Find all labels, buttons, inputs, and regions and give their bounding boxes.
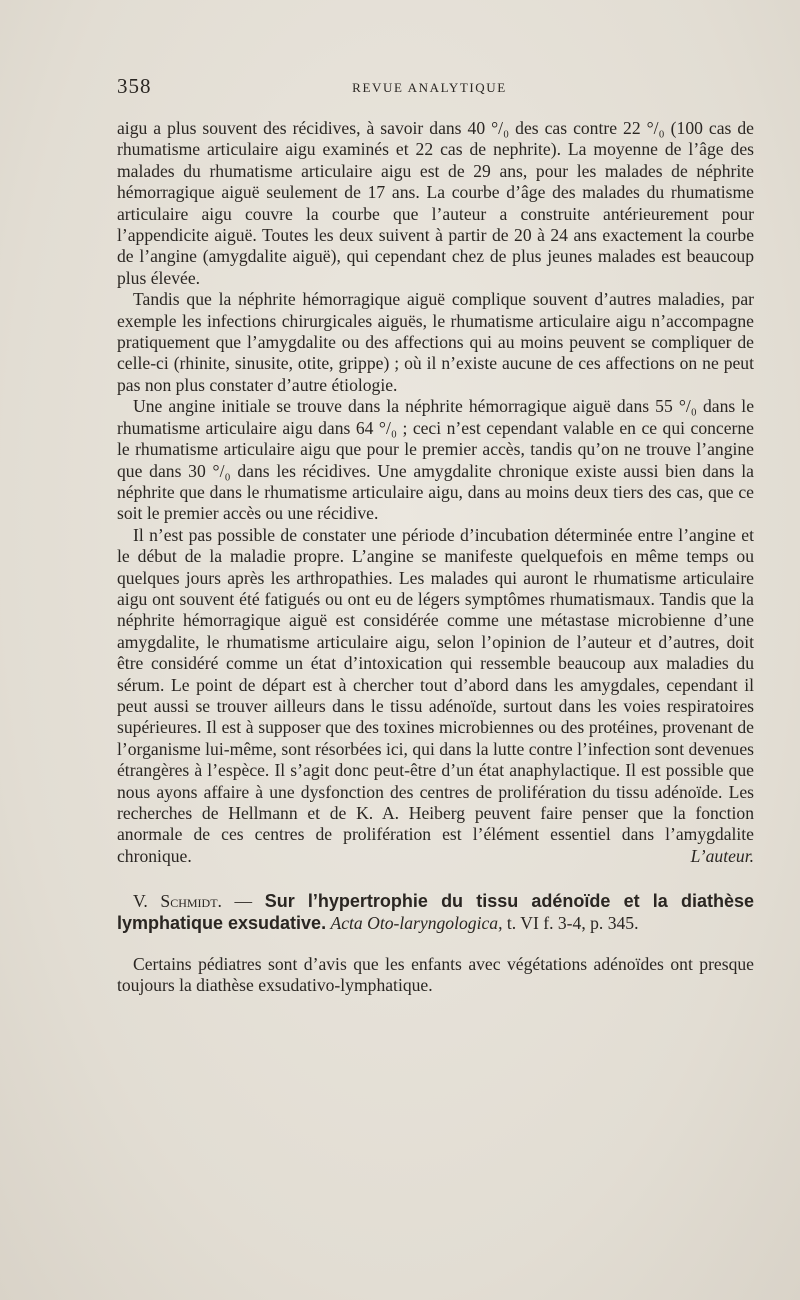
author-signature: L’auteur. xyxy=(690,845,754,866)
paragraph-4 xyxy=(117,525,754,868)
review-citation: t. VI f. 3-4, p. 345. xyxy=(502,912,639,933)
running-title: REVUE ANALYTIQUE xyxy=(352,80,507,95)
body-text xyxy=(117,118,754,997)
review-author: V. Schmidt. xyxy=(133,891,222,912)
paragraph-4-text: Il n’est pas possible de constater une période d’incubation déterminée entre l’angine et le début de la maladie propre. L’angine se manifeste quelquefois en même temps ou quelques jours après les arthropathies. Les malades qui auront le rhumatisme articulaire aigu ont souvent été fatigués ou ont eu de légers symptômes rhumatismaux. Tandis que la néphrite hémorragique aiguë est considérée comme une métastase microbienne d’une amygdalite, le rhumatisme articulaire aigu, selon l’opinion de l’auteur et d’autres, doit être considéré comme un état d’intoxication qui ressemble beaucoup aux maladies du sérum. Le point de départ est à chercher tout d’abord dans les amygdales, cependant il peut aussi se trouver ailleurs dans le tissu adénoïde, surtout dans les voies respiratoires supérieures. Il est à supposer que des toxines microbiennes ou des protéines, provenant de l’organisme lui-même, sont résorbées ici, qui dans la lutte contre l’infection sont devenues étrangères à l’espèce. Il s’agit donc peut-être d’un état anaphylactique. Il est possible que nous ayons affaire à une dysfonction des centres de prolifération du tissu adénoïde. Les recherches de Hellmann et de K. A. Heiberg peuvent faire penser que la fonction anormale de ces centres de prolifération est l’élément essentiel dans l’amygdalite chronique. xyxy=(117,524,754,866)
review-journal: Acta Oto-laryngologica, xyxy=(330,912,503,933)
final-paragraph: Certains pédiatres sont d’avis que les enfants avec végétations adénoïdes ont presque toujours la diathèse exsudativo-lymphatique. xyxy=(117,954,754,996)
review-dash: — xyxy=(221,891,265,912)
review-heading xyxy=(117,891,754,934)
paragraph-3: Une angine initiale se trouve dans la néphrite hémorragique aiguë dans 55 °/₀ dans le rhumatisme articulaire aigu dans 64 °/₀ ; ceci n’est cependant valable en ce qui concerne le rhumatisme articulaire aigu que pour le premier accès, tandis qu’on ne trouve l’angine que dans 30 °/₀ dans les récidives. Une amygdalite chronique existe aussi bien dans la néphrite que dans le rhumatisme articulaire aigu, dans au moins deux tiers des cas, que ce soit le premier accès ou une récidive. xyxy=(117,396,754,524)
page-header xyxy=(117,74,742,104)
page-number: 358 xyxy=(117,74,152,98)
paragraph-1: aigu a plus souvent des récidives, à savoir dans 40 °/₀ des cas contre 22 °/₀ (100 cas de rhumatisme articulaire aigu examinés et 22 cas de nephrite). La moyenne de l’âge des malades du rhumatisme articulaire aigu est de 29 ans, pour les malades de néphrite hémorragique aiguë seulement de 17 ans. La courbe d’âge des malades du rhumatisme articulaire aigu couvre la courbe que l’auteur a construite antérieurement pour l’appendicite aiguë. Toutes les deux suivent à partir de 20 à 24 ans exactement la courbe de l’angine (amygdalite aiguë), qui cependant chez de plus jeunes malades est beaucoup plus élevée. xyxy=(117,118,754,288)
paragraph-2: Tandis que la néphrite hémorragique aiguë complique souvent d’autres maladies, par exemple les infections chirurgicales aiguës, le rhumatisme articulaire aigu n’accompagne pratiquement que l’amygdalite ou des affections qui au moins peuvent se compliquer de celle-ci (rhinite, sinusite, otite, grippe) ; où il n’existe aucune de ces affections on ne peut pas non plus constater d’autre étiologie. xyxy=(117,289,754,395)
review-title: Sur l’hypertrophie du tissu adénoïde et la diathèse lymphatique exsudative. xyxy=(117,891,755,933)
